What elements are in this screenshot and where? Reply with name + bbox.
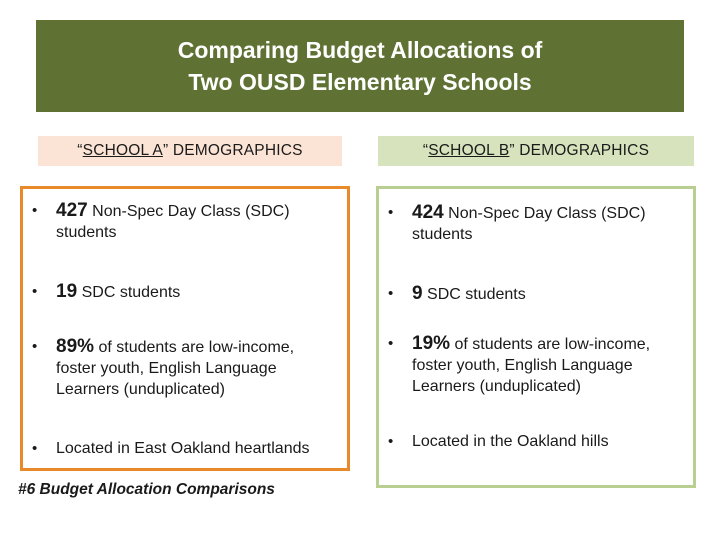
bullet-dot-icon: • [388, 335, 394, 352]
list-item [32, 200, 343, 243]
school-a-header [38, 136, 342, 166]
school-b-header-suffix: ” DEMOGRAPHICS [509, 142, 650, 159]
school-b-header-name: SCHOOL B [428, 142, 510, 159]
bullet-text: Non-Spec Day Class (SDC) [87, 203, 290, 220]
bullet-number: 9 [412, 283, 423, 304]
title-line-2: Two OUSD Elementary Schools [188, 69, 532, 95]
bullet-continuation: students [412, 226, 473, 243]
bullet-text: SDC students [77, 284, 181, 301]
bullet-number: 19% [412, 333, 451, 354]
list-item [388, 283, 689, 305]
bullet-dot-icon: • [388, 285, 394, 302]
list-item [388, 202, 689, 245]
bullet-text: of students are low-income, [94, 339, 295, 356]
bullet-number: 89% [56, 336, 95, 357]
bullet-dot-icon: • [388, 204, 394, 221]
list-item [388, 431, 689, 452]
bullet-dot-icon: • [32, 202, 38, 219]
list-item [388, 333, 689, 397]
bullet-text: Non-Spec Day Class (SDC) [443, 205, 646, 222]
school-a-header-name: SCHOOL A [82, 142, 163, 159]
bullet-number: 19 [56, 281, 78, 302]
title-banner [36, 20, 684, 112]
bullet-text: SDC students [422, 286, 526, 303]
bullet-dot-icon: • [32, 338, 38, 355]
list-item [32, 438, 343, 459]
school-b-header [378, 136, 694, 166]
bullet-text: Located in the Oakland hills [412, 433, 609, 450]
title-line-1: Comparing Budget Allocations of [177, 37, 543, 63]
bullet-continuation: foster youth, English Language Learners (unduplicated) [56, 360, 277, 398]
school-b-panel [376, 186, 696, 488]
bullet-number: 424 [412, 202, 444, 223]
bullet-continuation: students [56, 224, 117, 241]
bullet-continuation: foster youth, English Language Learners (unduplicated) [412, 357, 633, 395]
footer-caption: #6 Budget Allocation Comparisons [18, 481, 275, 498]
bullet-number: 427 [56, 200, 88, 221]
bullet-text: Located in East Oakland heartlands [56, 440, 310, 457]
bullet-dot-icon: • [32, 440, 38, 457]
school-a-panel [20, 186, 350, 471]
school-a-header-suffix: ” DEMOGRAPHICS [162, 142, 303, 159]
bullet-dot-icon: • [32, 283, 38, 300]
school-a-header-prefix: “ [77, 142, 83, 159]
bullet-text: of students are low-income, [450, 336, 651, 353]
school-b-header-prefix: “ [422, 142, 429, 159]
bullet-dot-icon: • [388, 433, 394, 450]
list-item [32, 336, 343, 400]
list-item [32, 281, 343, 303]
